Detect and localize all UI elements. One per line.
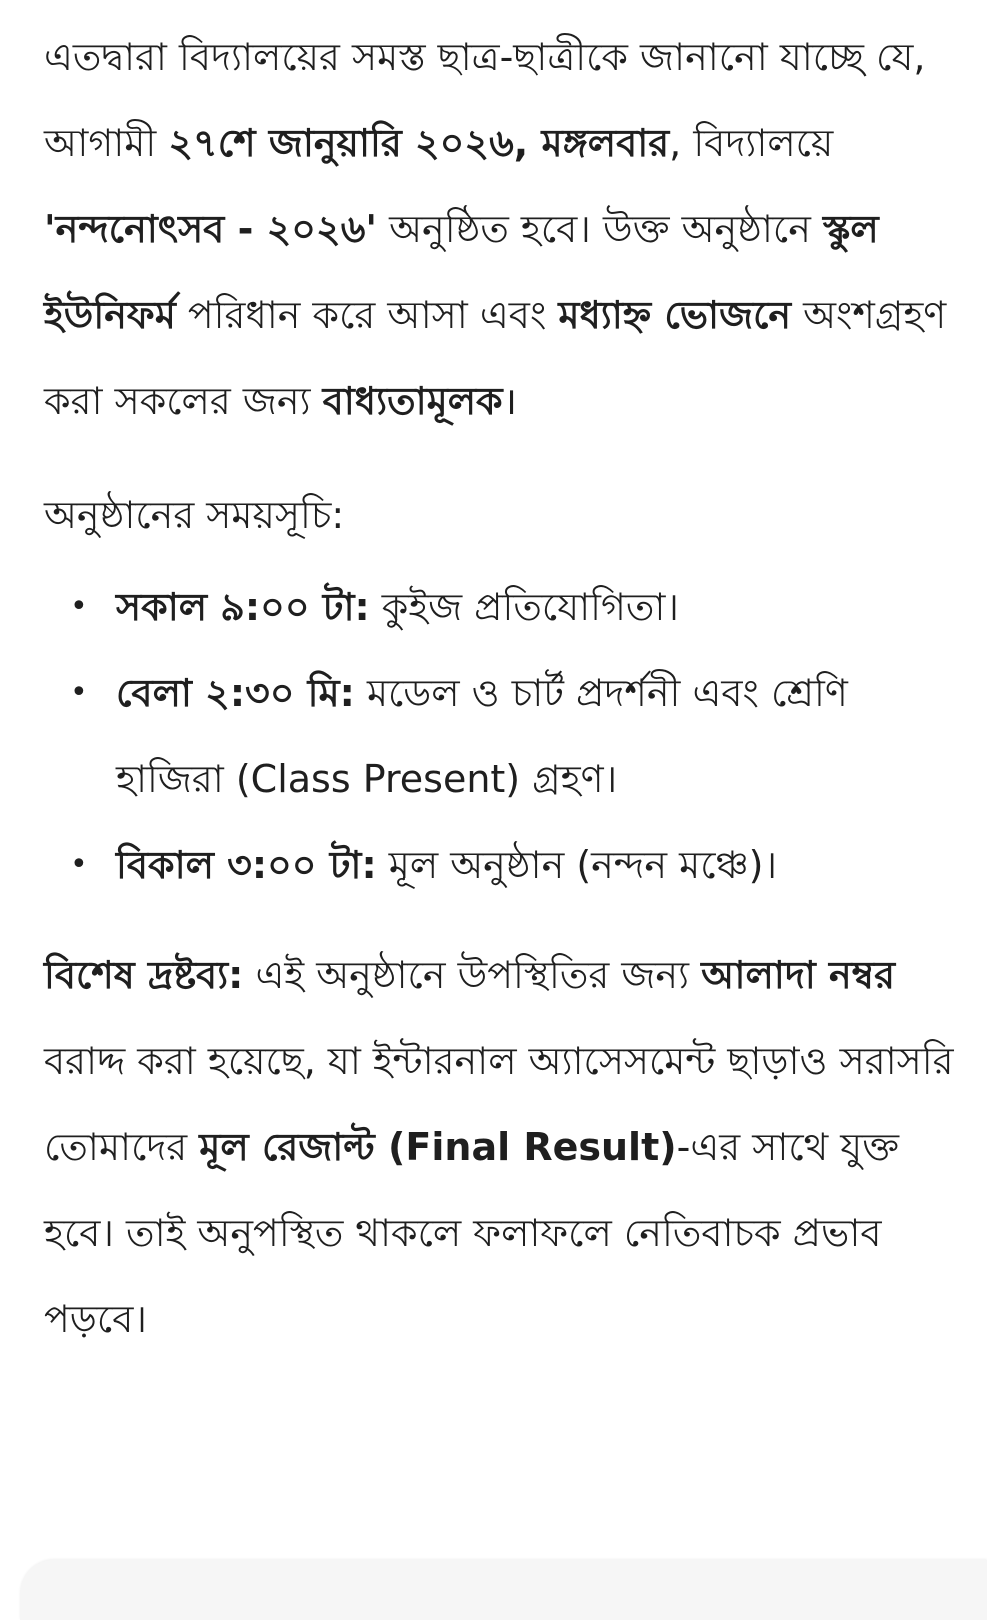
schedule-desc: কুইজ প্রতিযোগিতা। [369, 585, 680, 629]
schedule-item [44, 650, 964, 822]
note-text: -এর সাথে যুক্ত হবে। তাই অনুপস্থিত থাকলে ফলাফলে নেতিবাচক প্রভাব পড়বে। [44, 1125, 900, 1341]
schedule-heading: অনুষ্ঠানের সময়সূচি: [44, 493, 345, 537]
bottom-input-bar [20, 1560, 987, 1620]
note-text: বরাদ্দ করা হয়েছে, যা ইন্টারনাল অ্যাসেসমেন্ট ছাড়াও সরাসরি তোমাদের [44, 1039, 954, 1169]
mandatory-label: বাধ্যতামূলক [322, 379, 503, 423]
note-text: এই অনুষ্ঠানে উপস্থিতির জন্য [243, 953, 702, 997]
schedule-time: বিকাল ৩:০০ টা: [116, 843, 377, 887]
intro-text: পরিধান করে আসা এবং [175, 293, 559, 337]
schedule-desc: মূল অনুষ্ঠান (নন্দন মঞ্চে)। [376, 843, 778, 887]
schedule-time: বেলা ২:৩০ মি: [116, 671, 355, 715]
schedule-desc: মডেল ও চার্ট প্রদর্শনী এবং শ্রেণি হাজিরা (Class Present) গ্রহণ। [116, 671, 848, 801]
bullet-icon: • [70, 847, 88, 882]
final-result: মূল রেজাল্ট (Final Result) [199, 1125, 677, 1169]
uniform-requirement: স্কুল ইউনিফর্ম [44, 207, 879, 337]
intro-text: অনুষ্ঠিত হবে। উক্ত অনুষ্ঠানে [377, 207, 823, 251]
bullet-icon: • [70, 589, 88, 624]
separate-marks: আলাদা নম্বর [701, 953, 895, 997]
schedule-time: সকাল ৯:০০ টা: [116, 585, 370, 629]
event-date: ২৭শে জানুয়ারি ২০২৬, মঙ্গলবার [168, 121, 670, 165]
intro-text: এতদ্বারা বিদ্যালয়ের সমস্ত ছাত্র-ছাত্রীকে জানানো যাচ্ছে যে, আগামী [44, 35, 926, 165]
bullet-icon: • [70, 675, 88, 710]
event-name: 'নন্দনোৎসব - ২০২৬' [44, 207, 378, 251]
schedule-item [44, 822, 964, 908]
notice-body [44, 14, 964, 1362]
intro-text: অংশগ্রহণ করা সকলের জন্য [44, 293, 947, 423]
intro-text: । [502, 379, 518, 423]
schedule-list [44, 564, 964, 908]
intro-paragraph [44, 14, 964, 444]
special-note-paragraph [44, 932, 964, 1362]
lunch-requirement: মধ্যাহ্ন ভোজনে [558, 293, 792, 337]
intro-text: , বিদ্যালয়ে [669, 121, 834, 165]
schedule-item [44, 564, 964, 650]
special-note-label: বিশেষ দ্রষ্টব্য: [44, 953, 244, 997]
